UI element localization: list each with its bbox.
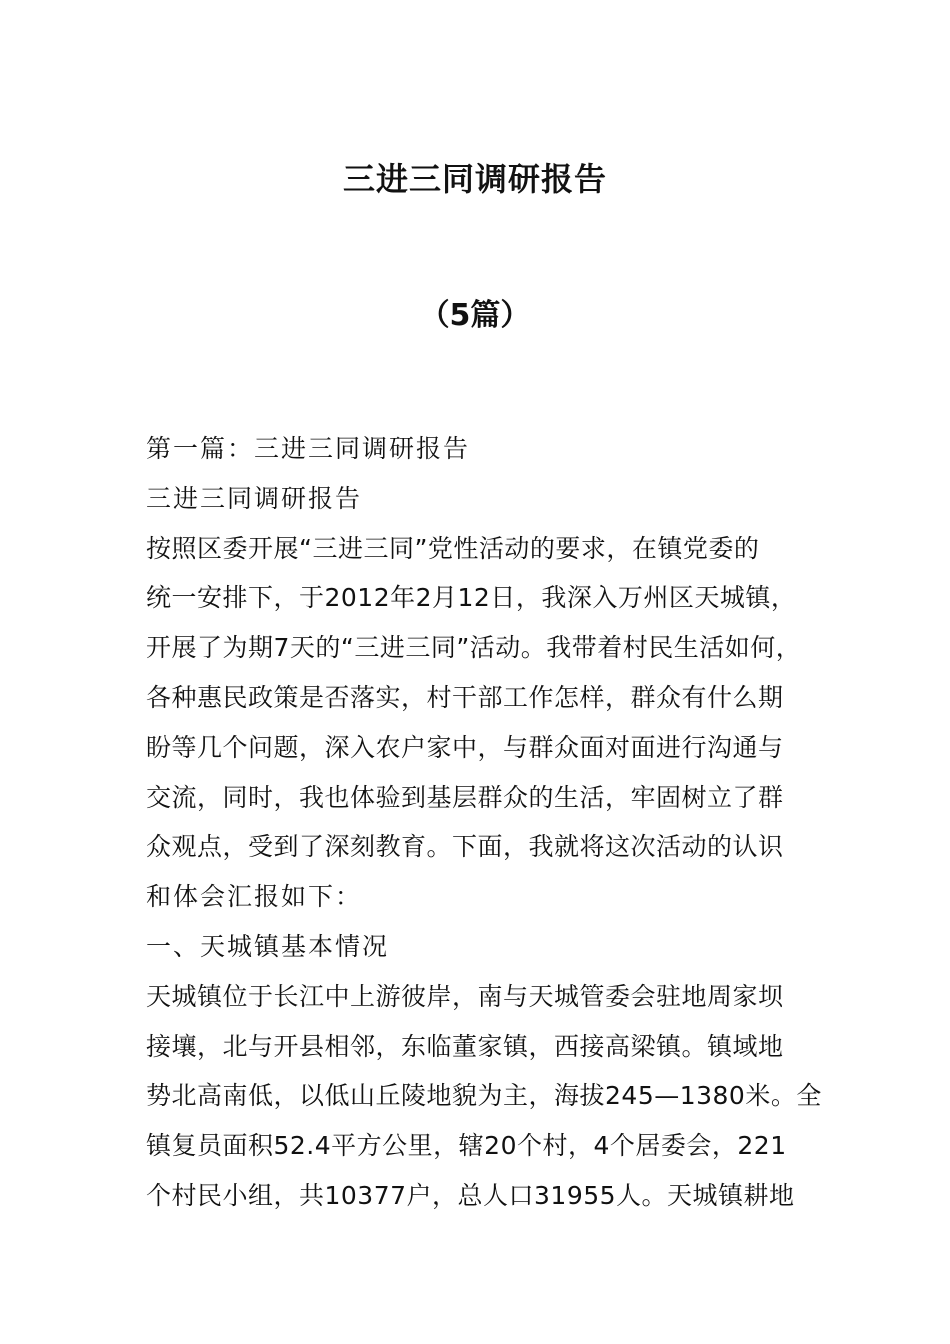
- section-heading-chapter-one: 第一篇：三进三同调研报告: [146, 434, 471, 463]
- paragraph-line: 势北高南低，以低山丘陵地貌为主，海拔245—1380米。全: [146, 1081, 822, 1111]
- paragraph-line: 镇复员面积52.4平方公里，辖20个村，4个居委会，221: [146, 1131, 787, 1161]
- paragraph-line: 按照区委开展“三进三同”党性活动的要求，在镇党委的: [146, 533, 760, 563]
- paragraph-line: 盼等几个问题，深入农户家中，与群众面对面进行沟通与: [146, 732, 784, 762]
- paragraph-line: 开展了为期7天的“三进三同”活动。我带着村民生活如何，: [146, 633, 802, 663]
- paragraph-line: 和体会汇报如下：: [146, 882, 363, 912]
- document-subtitle: （5篇）: [419, 298, 531, 333]
- section-heading-basic-info: 一、天城镇基本情况: [146, 931, 390, 961]
- report-heading: 三进三同调研报告: [146, 483, 363, 513]
- document-body: [146, 424, 826, 1221]
- paragraph-line: 天城镇位于长江中上游彼岸，南与天城管委会驻地周家坝: [146, 981, 784, 1011]
- paragraph-line: 接壤，北与开县相邻，东临董家镇，西接高梁镇。镇域地: [146, 1031, 784, 1061]
- paragraph-line: 交流，同时，我也体验到基层群众的生活，牢固树立了群: [146, 782, 784, 812]
- paragraph-line: 众观点，受到了深刻教育。下面，我就将这次活动的认识: [146, 832, 784, 862]
- paragraph-line: 各种惠民政策是否落实，村干部工作怎样，群众有什么期: [146, 682, 784, 712]
- paragraph-line: 个村民小组，共10377户，总人口31955人。天城镇耕地: [146, 1180, 795, 1210]
- paragraph-line: 统一安排下，于2012年2月12日，我深入万州区天城镇，: [146, 583, 797, 613]
- document-title: 三进三同调研报告: [342, 160, 607, 198]
